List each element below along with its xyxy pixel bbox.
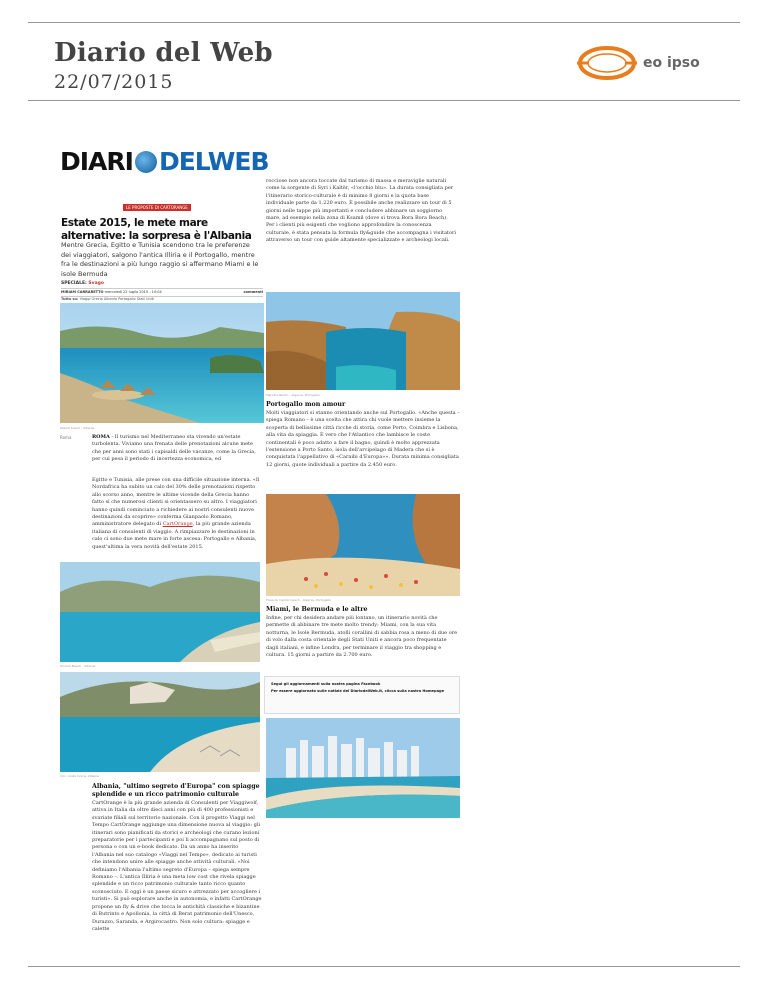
article-subtitle: Mentre Grecia, Egitto e Tunisia scendono tra le preferenze dei viaggiatori, salgono l'antica Illiria e il Portogallo, mentre fra le destinazioni a più lungo raggio si affermano Miami e le isole Bermuda	[61, 241, 259, 278]
para2-b: , la più grande azienda italiana di consulenti di viaggio. A rimpiazzare le destinazioni in calo ci sono due mete mare in forte ascesa: Portogallo e Albania, quest'ultima la vera novità dell'estate 2015.	[92, 521, 257, 550]
caption-photo2: Himara Beach - Albania	[60, 664, 96, 668]
photo-marinha-beach	[266, 292, 460, 390]
miami-paragraph: Infine, per chi desidera andare più lontano, un itinerario novità che permette di abbinare tre mete molto trendy: Miami, con la sua vita notturna, le Isole Bermuda, atolli corallini di sabbia rosa a meno di due ore di volo dalla costa orientale degli Stati Uniti e ancora poco frequentate dagli italiani, e infine Londra, per terminare il viaggio tra shopping e cultura. 15 giorni a partire da 2.700 euro.	[266, 615, 458, 659]
photo-himara-beach	[60, 562, 260, 662]
lead-paragraph	[92, 434, 260, 464]
caption-photo4: Marinha Beach - Algarve, Portogallo	[266, 393, 320, 397]
tags-list[interactable]: Viaggi Grecia Albania Portogallo Stati Uniti	[79, 297, 155, 301]
speciale-line	[61, 281, 104, 286]
caption-photo3: Vlor, costa Ionica, Albania	[60, 774, 99, 778]
logo-left: DIARI	[60, 147, 133, 176]
photo-ksamil-beach	[60, 303, 264, 423]
lead-strong: ROMA	[92, 434, 110, 440]
author: MIRIAM CARRARETTO	[61, 290, 104, 294]
document-date: 22/07/2015	[54, 71, 174, 93]
tags-line	[61, 297, 154, 301]
comments-link[interactable]: commenti	[243, 290, 263, 294]
facebook-line2[interactable]: Per essere aggiornato sulle notizie del DiariodelWeb.it, clicca sulla nostra Homepage	[271, 689, 445, 693]
paragraph-2	[92, 477, 260, 551]
logo-right: DELWEB	[158, 147, 269, 176]
facebook-line1[interactable]: Segui gli aggiornamenti sulla nostra pagina Facebook	[271, 682, 381, 686]
speciale-value[interactable]: Svago	[88, 281, 104, 286]
tags-label: Tutto su:	[61, 297, 79, 301]
article-title: Estate 2015, le mete mare alternative: la sorpresa è l'Albania	[61, 217, 252, 242]
site-logo	[60, 147, 269, 176]
meta-bar	[61, 288, 263, 297]
right-top-paragraph: rocciose non ancora toccate dal turismo di massa e meraviglie naturali come la sorgente di Syri i Kaltër, «l'occhio blu». La durata consigliata per l'itinerario storico-culturale è di minimo 8 giorni e la quota base individuale parte da 1.220 euro. È possibile anche realizzare un tour di 5 giorni nelle tappe più importanti e concludere abbinare un soggiorno mare, ad esempio nella zona di Ksamil (dove si trova Bora Bora Beach). Per i clienti più esigenti che vogliono approfondire la conoscenza culturale, è stata pensata la formula fly&guide che accompagna i visitatori attraverso un tour con guide altamente specializzate e archeologi locali.	[266, 178, 456, 244]
bottom-rule	[28, 966, 740, 967]
photo-praia-camilo	[266, 494, 460, 596]
top-rule	[28, 22, 740, 23]
portogallo-paragraph: Molti viaggiatori si stanno orientando anche sul Portogallo. «Anche questa – spiega Romano – è una scelta che attira chi vuole mettere insieme la scoperta di bellissime città ricche di storia, come Porto, Coimbra e Lisbona, alla vita da spiaggia. È vero che l'Atlantico che lambisce le coste continentali è poco adatto a fare il bagno, quindi è molto apprezzata l'estensione a Porto Santo, isola dell'arcipelago di Madera che si è conquistata l'appellativo di «Caraibi d'Europa»». Durata minima consigliata 12 giorni, quote individuali a partire da 2.450 euro.	[266, 410, 460, 468]
dateline: Roma	[60, 435, 72, 440]
photo-vlor-coast	[60, 672, 260, 772]
cartorange-link[interactable]: CartOrange	[162, 521, 193, 528]
timestamp: mercoledì 22 luglio 2015 - 10:04	[104, 290, 162, 294]
header-rule	[28, 100, 740, 101]
para2-a: Egitto e Tunisia, alle prese con una difficile situazione interna. «Il Nordafrica ha subìto un calo del 30% delle prenotazioni rispetto allo scorso anno, mentre le ultime vicende della Grecia hanno fatto sì che numerosi clienti si orientassero su altro. I viaggiatori hanno quindi cominciato a richiedere ai nostri consulenti nuove destinazioni da scoprire» conferma Gianpaolo Romano, amministratore delegato di	[92, 477, 260, 528]
facebook-box	[264, 676, 460, 714]
kicker-badge: LE PROPOSTE DI CARTORANGE	[123, 204, 191, 211]
document-title: Diario del Web	[54, 38, 273, 68]
lead-text: - Il turismo nel Mediterraneo sta vivendo un'estate turbolenta. Viviamo una frenata delle prenotazioni alcune mete che per anni sono stati i capisaldi delle vacanze, come la Grecia, per cui pesa il periodo di incertezza economica, ed	[92, 434, 256, 463]
portogallo-heading: Portogallo mon amour	[266, 401, 346, 408]
brand-text: eo ipso	[643, 55, 700, 71]
albania-paragraph: CartOrange è la più grande azienda di Consulenti per Viaggiwolf, attiva in Italia da oltre dieci anni con più di 400 professionisti e svariate filiali sul territorio nazionale. Con il progetto Viaggi nel Tempo CartOrange aggiunge una dimensione nuova al viaggio: gli itinerari sono pianificati da storici e archeologi che curano lezioni preparatorie per i partecipanti e poi li accompagnano sul posto di persona o con un e-book dedicato. Da un anno ha inserito l'Albania nel suo catalogo «Viaggi nel Tempo», dedicato ai turisti che intendono unire alle spiagge anche attività culturali. «Noi definiamo l'Albania l'ultimo segreto d'Europa – spiega sempre Romano –. L'antica Illiria è una meta low cost che rivela spiagge splendide e un ricco patrimonio culturale tanto ricco quanto sconosciuto. E oggi è un paese sicuro e attrezzato per accogliere i turisti». Si può esplorare anche in autonomia, e infatti CartOrange propone un fly & drive che tocca le antichità classiche e bizantine di Butrinto e Apollonia, la città di Berat patrimonio dell'Unesco, Durazzo, Saranda, e Argirocastro. Non solo cultura: spiagge e calette	[92, 800, 262, 932]
caption-photo5: Praia do Camilo beach - Algarve, Portogallo	[266, 598, 332, 602]
speciale-label: SPECIALE:	[61, 281, 87, 286]
miami-heading: Miami, le Bermuda e le altre	[266, 606, 368, 613]
albania-heading: Albania, "ultimo segreto d'Europa" con spiagge splendide e un ricco patrimonio culturale	[92, 783, 260, 798]
globe-icon	[135, 151, 157, 173]
caption-photo1: Ksamil beach - Albania	[60, 426, 95, 430]
photo-miami-skyline	[266, 718, 460, 818]
